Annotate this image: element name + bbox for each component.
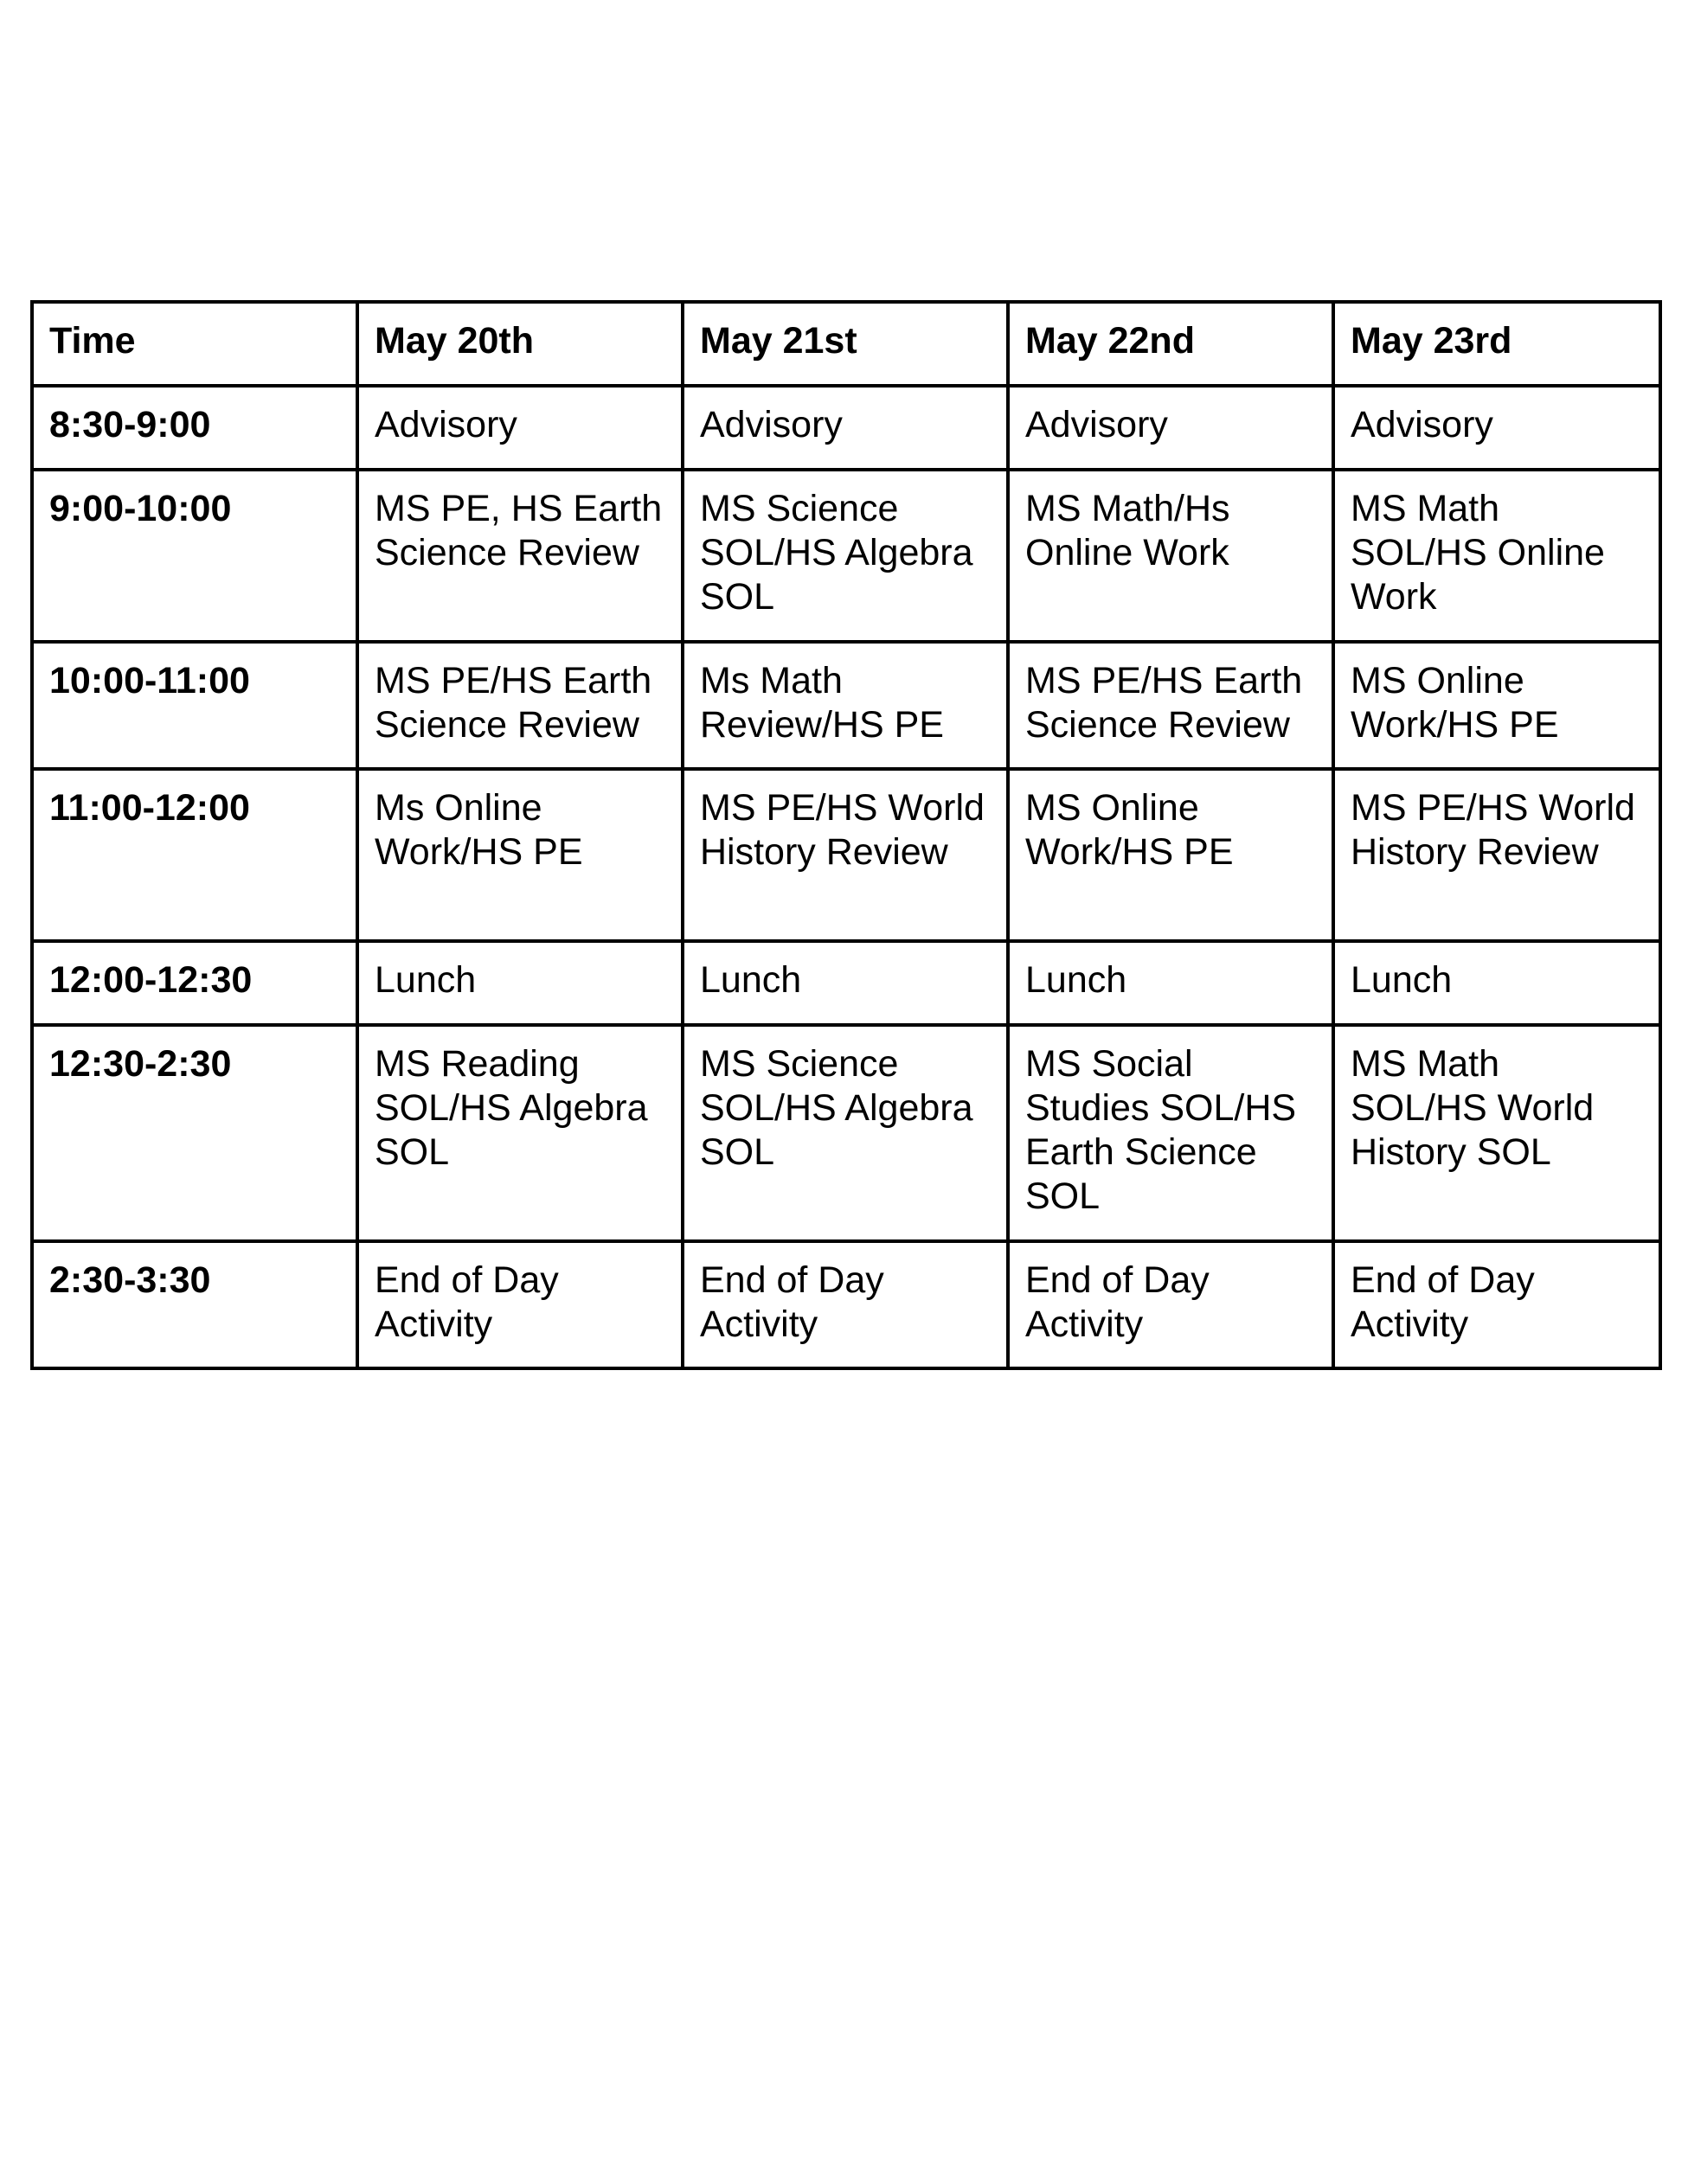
time-cell: 12:30-2:30 (32, 1025, 357, 1241)
activity-cell: MS PE/HS Earth Science Review (1008, 642, 1333, 769)
table-row (32, 470, 1660, 642)
header-day: May 22nd (1008, 302, 1333, 386)
time-cell: 9:00-10:00 (32, 470, 357, 642)
table-row (32, 941, 1660, 1025)
activity-cell: MS Math SOL/HS Online Work (1333, 470, 1660, 642)
time-cell: 2:30-3:30 (32, 1241, 357, 1368)
activity-cell: Ms Math Review/HS PE (683, 642, 1008, 769)
activity-cell: MS PE, HS Earth Science Review (357, 470, 683, 642)
activity-cell: Lunch (683, 941, 1008, 1025)
time-cell: 8:30-9:00 (32, 386, 357, 470)
table-row (32, 386, 1660, 470)
activity-cell: MS Online Work/HS PE (1333, 642, 1660, 769)
header-time: Time (32, 302, 357, 386)
time-cell: 10:00-11:00 (32, 642, 357, 769)
time-cell: 12:00-12:30 (32, 941, 357, 1025)
activity-cell: MS PE/HS World History Review (1333, 769, 1660, 941)
activity-cell: Advisory (1008, 386, 1333, 470)
activity-cell: End of Day Activity (357, 1241, 683, 1368)
activity-cell: MS Math/Hs Online Work (1008, 470, 1333, 642)
activity-cell: MS Science SOL/HS Algebra SOL (683, 1025, 1008, 1241)
header-day: May 21st (683, 302, 1008, 386)
activity-cell: End of Day Activity (1008, 1241, 1333, 1368)
table-row (32, 769, 1660, 941)
activity-cell: MS Social Studies SOL/HS Earth Science SOL (1008, 1025, 1333, 1241)
activity-cell: Advisory (357, 386, 683, 470)
table-row (32, 642, 1660, 769)
activity-cell: End of Day Activity (683, 1241, 1008, 1368)
activity-cell: Lunch (357, 941, 683, 1025)
activity-cell: Ms Online Work/HS PE (357, 769, 683, 941)
time-cell: 11:00-12:00 (32, 769, 357, 941)
activity-cell: Lunch (1008, 941, 1333, 1025)
activity-cell: MS Online Work/HS PE (1008, 769, 1333, 941)
activity-cell: Advisory (1333, 386, 1660, 470)
activity-cell: MS Reading SOL/HS Algebra SOL (357, 1025, 683, 1241)
schedule-table (30, 300, 1662, 1370)
table-header-row (32, 302, 1660, 386)
activity-cell: MS PE/HS World History Review (683, 769, 1008, 941)
activity-cell: Lunch (1333, 941, 1660, 1025)
header-day: May 23rd (1333, 302, 1660, 386)
activity-cell: MS Math SOL/HS World History SOL (1333, 1025, 1660, 1241)
activity-cell: Advisory (683, 386, 1008, 470)
activity-cell: MS PE/HS Earth Science Review (357, 642, 683, 769)
table-row (32, 1025, 1660, 1241)
header-day: May 20th (357, 302, 683, 386)
table-row (32, 1241, 1660, 1368)
activity-cell: End of Day Activity (1333, 1241, 1660, 1368)
activity-cell: MS Science SOL/HS Algebra SOL (683, 470, 1008, 642)
